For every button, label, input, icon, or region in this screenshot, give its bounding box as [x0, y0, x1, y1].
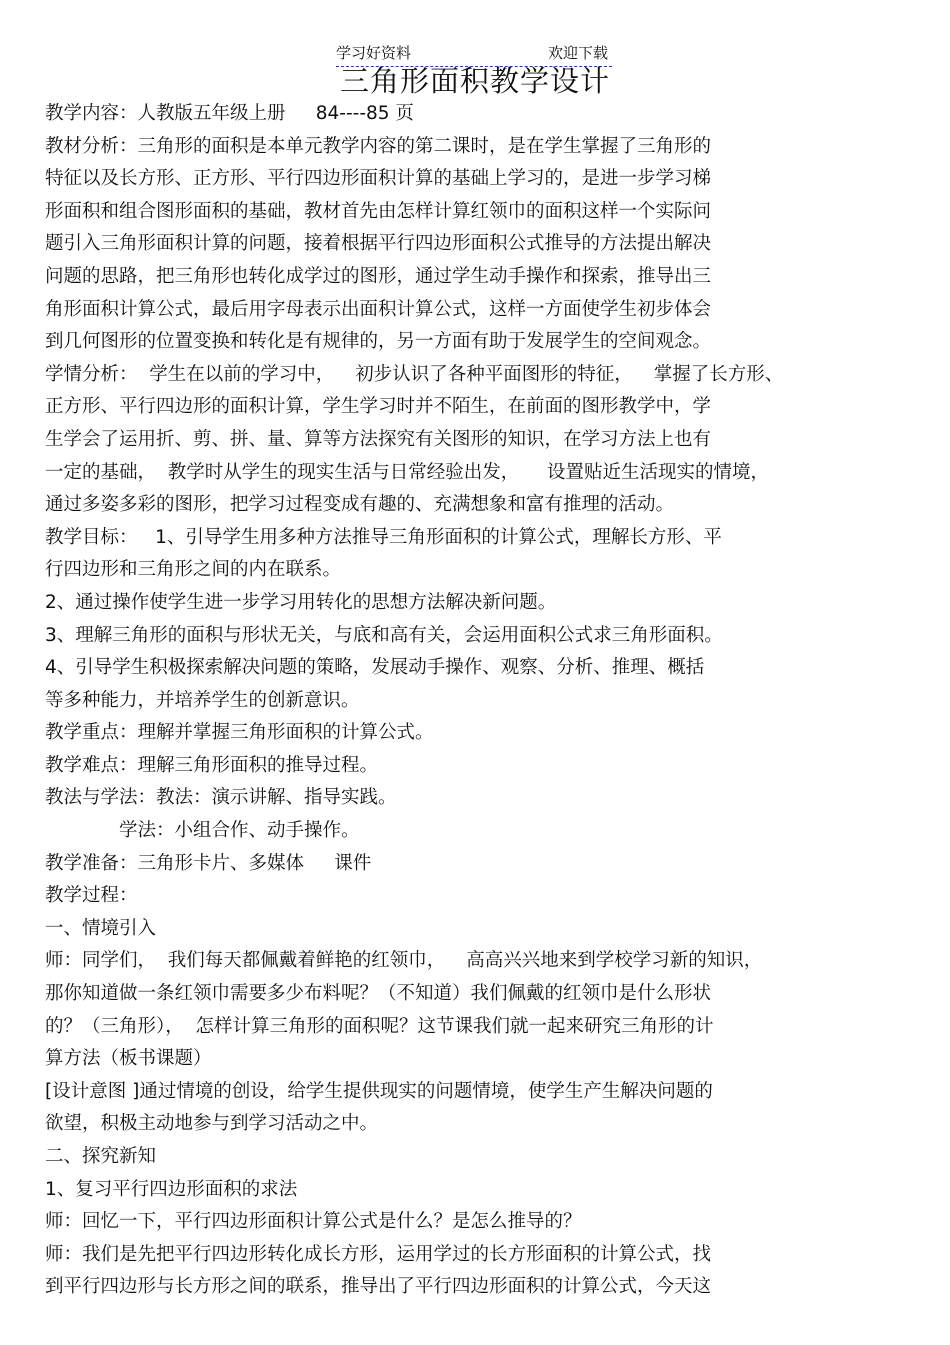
text-line: 的？（三角形）， 怎样计算三角形的面积呢？这节课我们就一起来研究三角形的计: [45, 1015, 714, 1037]
text-line: 3、理解三角形的面积与形状无关，与底和高有关，会运用面积公式求三角形面积。: [45, 624, 723, 646]
text-line: 生学会了运用折、剪、拼、量、算等方法探究有关图形的知识，在学习方法上也有: [45, 428, 712, 450]
text-line: 4、引导学生积极探索解决问题的策略，发展动手操作、观察、分析、推理、概括: [45, 657, 705, 679]
text-line: 行四边形和三角形之间的内在联系。: [45, 559, 342, 581]
text-line: 欲望，积极主动地参与到学习活动之中。: [45, 1113, 379, 1135]
header-left-text: 学习好资料: [336, 44, 412, 62]
text-line: 算方法（板书课题）: [45, 1048, 212, 1070]
text-line: 2、通过操作使学生进一步学习用转化的思想方法解决新问题。: [45, 591, 557, 613]
text-line: 到几何图形的位置变换和转化是有规律的，另一方面有助于发展学生的空间观念。: [45, 331, 712, 353]
text-line: 教学难点：理解三角形面积的推导过程。: [45, 754, 379, 776]
document-title: 三角形面积教学设计: [339, 64, 610, 98]
text-line: 教学准备：三角形卡片、多媒体 课件: [45, 852, 372, 874]
text-line: 等多种能力，并培养学生的创新意识。: [45, 689, 360, 711]
text-line: 正方形、平行四边形的面积计算，学生学习时并不陌生，在前面的图形教学中，学: [45, 396, 712, 418]
text-line: 教材分析：三角形的面积是本单元教学内容的第二课时，是在学生掌握了三角形的: [45, 135, 712, 157]
document-body: [45, 98, 915, 1304]
text-line: 教学过程：: [45, 885, 138, 907]
text-line: 教法与学法：教法：演示讲解、指导实践。: [45, 787, 397, 809]
text-line: 一、情境引入: [45, 917, 157, 939]
text-line: 二、探究新知: [45, 1146, 157, 1167]
header-right-text: 欢迎下载: [547, 44, 608, 62]
text-line: 角形面积计算公式，最后用字母表示出面积计算公式，这样一方面使学生初步体会: [45, 298, 712, 320]
text-line: 那你知道做一条红领巾需要多少布料呢？（不知道）我们佩戴的红领巾是什么形状: [45, 983, 712, 1005]
text-line: 师：同学们， 我们每天都佩戴着鲜艳的红领巾， 高高兴兴地来到学校学习新的知识，: [45, 950, 763, 972]
text-line: 教学重点：理解并掌握三角形面积的计算公式。: [45, 722, 434, 744]
text-line: 特征以及长方形、正方形、平行四边形面积计算的基础上学习的，是进一步学习梯: [45, 168, 712, 190]
text-line: 到平行四边形与长方形之间的联系，推导出了平行四边形面积的计算公式，今天这: [45, 1276, 712, 1298]
text-line: 一定的基础， 教学时从学生的现实生活与日常经验出发， 设置贴近生活现实的情境，: [45, 461, 770, 483]
text-line: 学法：小组合作、动手操作。: [45, 820, 360, 842]
text-line: [设计意图 ]通过情境的创设，给学生提供现实的问题情境，使学生产生解决问题的: [45, 1080, 713, 1102]
text-line: 师：我们是先把平行四边形转化成长方形，运用学过的长方形面积的计算公式，找: [45, 1243, 712, 1265]
text-line: 形面积和组合图形面积的基础，教材首先由怎样计算红领巾的面积这样一个实际问: [45, 200, 712, 222]
text-line: 题引入三角形面积计算的问题，接着根据平行四边形面积公式推导的方法提出解决: [45, 233, 712, 255]
text-line: 教学内容：人教版五年级上册 84----85 页: [45, 103, 414, 124]
text-line: 通过多姿多彩的图形，把学习过程变成有趣的、充满想象和富有推理的活动。: [45, 494, 675, 516]
text-line: 1、复习平行四边形面积的求法: [45, 1178, 298, 1200]
text-line: 学情分析： 学生在以前的学习中， 初步认识了各种平面图形的特征， 掌握了长方形、: [45, 363, 784, 385]
text-line: 教学目标： 1、引导学生用多种方法推导三角形面积的计算公式，理解长方形、平: [45, 526, 722, 548]
text-line: 问题的思路，把三角形也转化成学过的图形，通过学生动手操作和探索，推导出三: [45, 265, 712, 287]
text-line: 师：回忆一下，平行四边形面积计算公式是什么？是怎么推导的？: [45, 1211, 582, 1233]
